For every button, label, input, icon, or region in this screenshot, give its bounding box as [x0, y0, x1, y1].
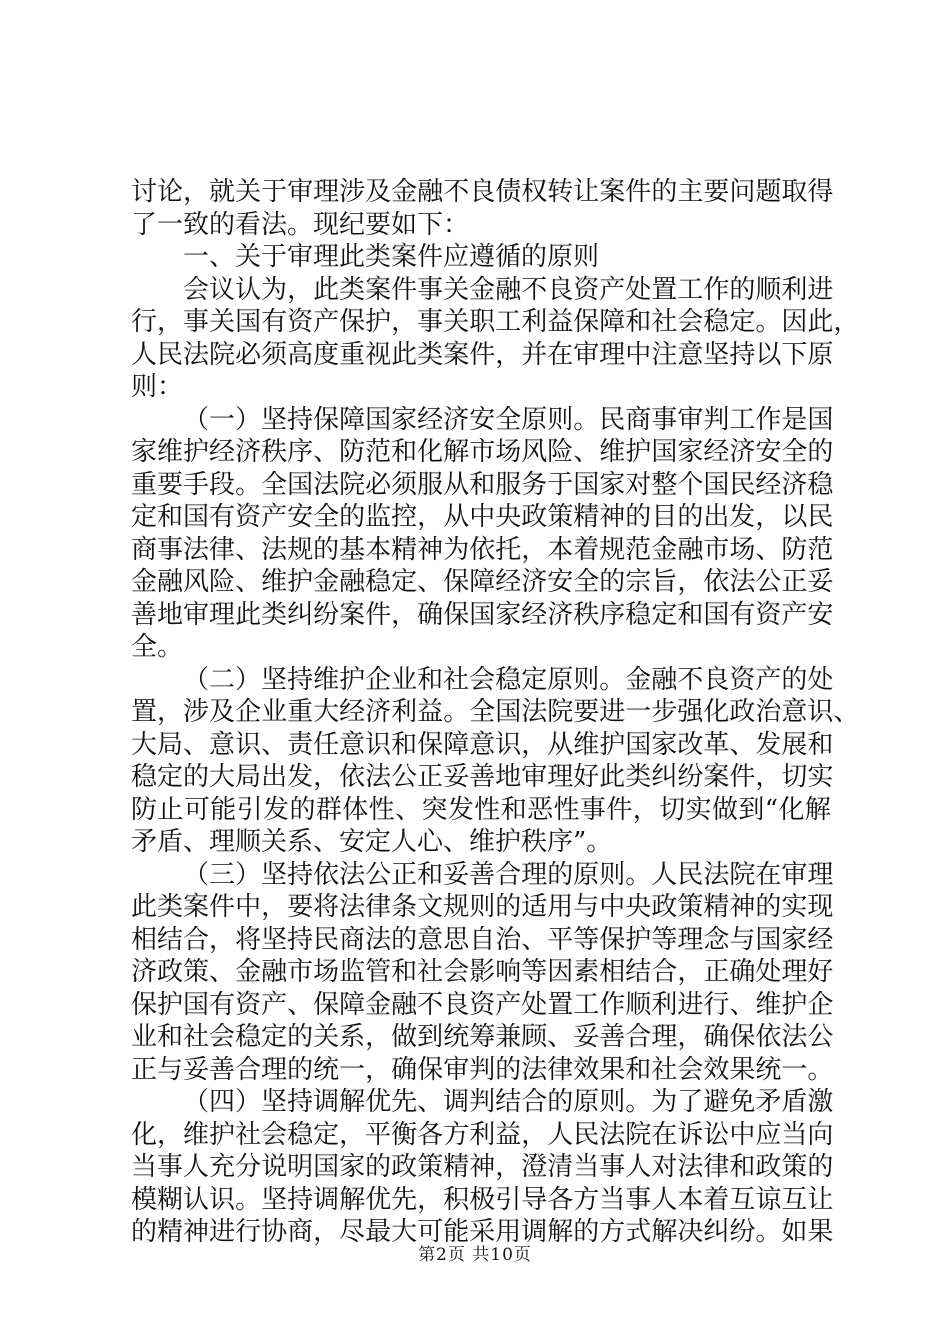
text-line: 行 ， 事 关 国 有 资 产 保 护 ， 事 关 职 工 利 益 保 障 和 社 会 稳 定 。 因 此 ， — [131, 307, 860, 337]
text-line: 模 糊 认 识 。 坚 持 调 解 优 先 ， 积 极 引 导 各 方 当 事 人 本 着 互 谅 互 让 — [131, 1184, 834, 1215]
text-line: 化 ， 维 护 社 会 稳 定 ， 平 衡 各 方 利 益 ， 人 民 法 院 在 诉 讼 中 应 当 向 — [131, 1119, 834, 1150]
text-line: 一、关于审理此类案件应遵循的原则 — [183, 242, 600, 272]
text-line: 稳 定 的 大 局 出 发 ， 依 法 公 正 妥 善 地 审 理 好 此 类 纠 纷 案 件 ， 切 实 — [131, 762, 834, 792]
text-line: 大 局 、 意 识 、 责 任 意 识 和 保 障 意 识 ， 从 维 护 国 家 改 革 、 发 展 和 — [131, 729, 834, 760]
text-line: 正 与 妥 善 合 理 的 统 一 ， 确 保 审 判 的 法 律 效 果 和 社 会 效 果 统 一 。 — [131, 1054, 834, 1085]
text-line: 则： — [131, 372, 184, 402]
text-line: 商 事 法 律 、 法 规 的 基 本 精 神 为 依 托 ， 本 着 规 范 金 融 市 场 、 防 范 — [131, 534, 834, 565]
text-line: 业 和 社 会 稳 定 的 关 系 ， 做 到 统 筹 兼 顾 、 妥 善 合 理 ， 确 保 依 法 公 — [131, 1022, 834, 1052]
text-line: （ 一 ） 坚 持 保 障 国 家 经 济 安 全 原 则 。 民 商 事 审 判 工 作 是 国 — [183, 404, 834, 435]
document-body — [131, 176, 860, 1249]
text-line: （ 四 ） 坚 持 调 解 优 先 、 调 判 结 合 的 原 则 。 为 了 避 免 矛 盾 激 — [183, 1087, 834, 1117]
text-line: 重 要 手 段 。 全 国 法 院 必 须 服 从 和 服 务 于 国 家 对 整 个 国 民 经 济 稳 — [131, 469, 834, 500]
text-line: 全。 — [131, 632, 184, 662]
text-line: 家 维 护 经 济 秩 序 、 防 范 和 化 解 市 场 风 险 、 维 护 国 家 经 济 安 全 的 — [131, 437, 834, 467]
text-line: （ 二 ） 坚 持 维 护 企 业 和 社 会 稳 定 原 则 。 金 融 不 良 资 产 的 处 — [183, 664, 834, 695]
text-line: 人 民 法 院 必 须 高 度 重 视 此 类 案 件 ， 并 在 审 理 中 注 意 坚 持 以 下 原 — [131, 339, 834, 370]
text-line: 会 议 认 为 ， 此 类 案 件 事 关 金 融 不 良 资 产 处 置 工 作 的 顺 利 进 — [183, 274, 834, 305]
text-line: 济 政 策 、 金 融 市 场 监 管 和 社 会 影 响 等 因 素 相 结 合 ， 正 确 处 理 好 — [131, 957, 834, 987]
text-line: 讨 论 ， 就 关 于 审 理 涉 及 金 融 不 良 债 权 转 让 案 件 的 主 要 问 题 取 得 — [131, 177, 834, 207]
text-line: 善 地 审 理 此 类 纠 纷 案 件 ， 确 保 国 家 经 济 秩 序 稳 定 和 国 有 资 产 安 — [131, 599, 834, 630]
text-line: 防 止 可 能 引 发 的 群 体 性 、 突 发 性 和 恶 性 事 件 ， 切 实 做 到 “ 化 解 — [131, 794, 831, 825]
text-line: （ 三 ） 坚 持 依 法 公 正 和 妥 善 合 理 的 原 则 。 人 民 法 院 在 审 理 — [183, 859, 834, 890]
page-number-footer: 第2页 共10页 — [418, 1245, 532, 1265]
text-line: 此 类 案 件 中 ， 要 将 法 律 条 文 规 则 的 适 用 与 中 央 政 策 精 神 的 实 现 — [131, 892, 834, 922]
text-line: 的 精 神 进 行 协 商 ， 尽 最 大 可 能 采 用 调 解 的 方 式 解 决 纠 纷 。 如 果 — [131, 1217, 834, 1247]
text-line: 当 事 人 充 分 说 明 国 家 的 政 策 精 神 ， 澄 清 当 事 人 对 法 律 和 政 策 的 — [131, 1152, 834, 1182]
text-line: 相 结 合 ， 将 坚 持 民 商 法 的 意 思 自 治 、 平 等 保 护 等 理 念 与 国 家 经 — [131, 924, 834, 955]
text-line: 矛盾、理顺关系、安定人心、维护秩序”。 — [131, 827, 613, 857]
text-line: 了一致的看法。现纪要如下： — [131, 209, 470, 240]
text-line: 置 ， 涉 及 企 业 重 大 经 济 利 益 。 全 国 法 院 要 进 一 步 强 化 政 治 意 识 、 — [131, 697, 860, 727]
text-line: 保 护 国 有 资 产 、 保 障 金 融 不 良 资 产 处 置 工 作 顺 利 进 行 、 维 护 企 — [131, 989, 834, 1020]
text-line: 金 融 风 险 、 维 护 金 融 稳 定 、 保 障 经 济 安 全 的 宗 旨 ， 依 法 公 正 妥 — [131, 567, 834, 597]
text-line: 定 和 国 有 资 产 安 全 的 监 控 ， 从 中 央 政 策 精 神 的 目 的 出 发 ， 以 民 — [131, 502, 834, 532]
